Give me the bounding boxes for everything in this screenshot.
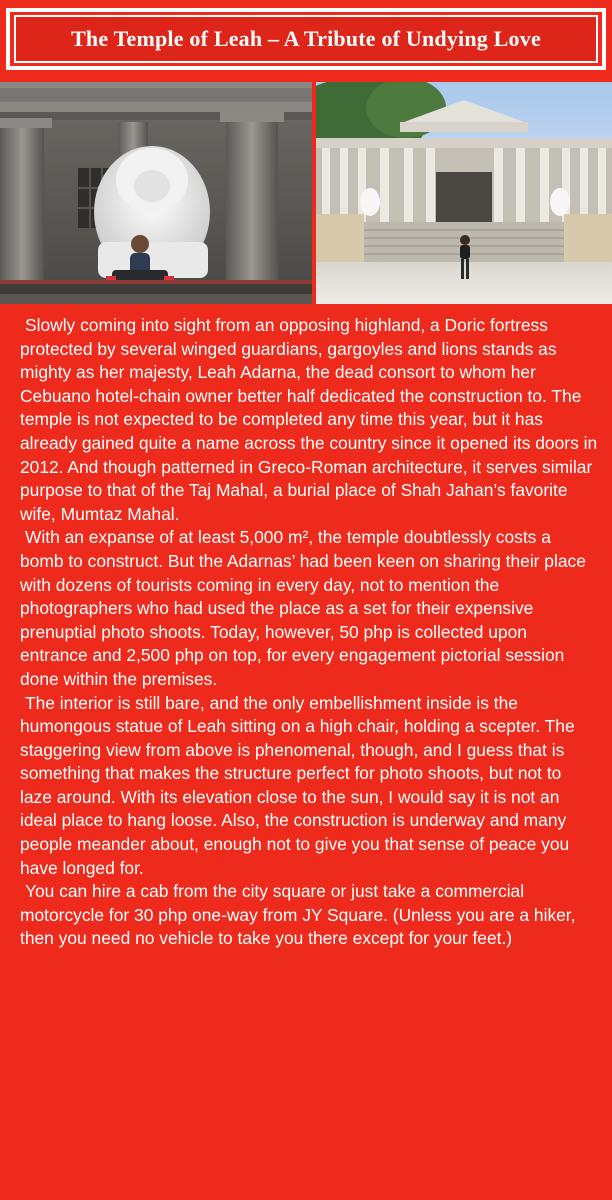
paragraph-2: With an expanse of at least 5,000 m², the temple doubtlessly costs a bomb to construct. But the Adarnas’ had been keen on sharing their place with dozens of tourists coming in every day, not to mention the photographers who had used the place as a set for their expensive prenuptial photo shoots. Today, however, 50 php is collected upon entrance and 2,500 php on top, for every engagement pictorial session done within the premises. (20, 527, 586, 689)
temple-facade-image (316, 82, 612, 304)
title-frame (6, 8, 606, 70)
photo-strip (0, 82, 612, 304)
photo-temple-facade (316, 82, 612, 304)
paragraph-4: You can hire a cab from the city square or just take a commercial motorcycle for 30 php one-way from JY Square. (Unless you are a hiker, then you need no vehicle to take you there except for your feet.) (20, 881, 576, 949)
paragraph-3: The interior is still bare, and the only embellishment inside is the humongous statue of Leah sitting on a high chair, holding a scepter. The staggering view from above is phenomenal, though, and I guess that is something that makes the structure perfect for photo shoots, but not to laze around. With its elevation close to the sun, I would say it is not an ideal place to hang loose. Also, the construction is underway and many people meander about, enough not to give you that sense of peace you have longed for. (20, 692, 575, 878)
lion-statue-image (0, 82, 312, 304)
title-banner (14, 15, 598, 63)
paragraph-1: Slowly coming into sight from an opposing highland, a Doric fortress protected by several winged guardians, gargoyles and lions stands as mighty as her majesty, Leah Adarna, the dead consort to whom her Cebuano hotel-chain owner better half dedicated the construction to. The temple is not expected to be completed any time this year, but it has already gained quite a name across the country since it opened its doors in 2012. And though patterned in Greco-Roman architecture, it serves similar purpose to that of the Taj Mahal, a burial place of Shah Jahan’s favorite wife, Mumtaz Mahal. (20, 315, 598, 524)
article-body (20, 314, 598, 951)
page-title: The Temple of Leah – A Tribute of Undying Love (71, 26, 541, 51)
photo-lion-statue (0, 82, 312, 304)
